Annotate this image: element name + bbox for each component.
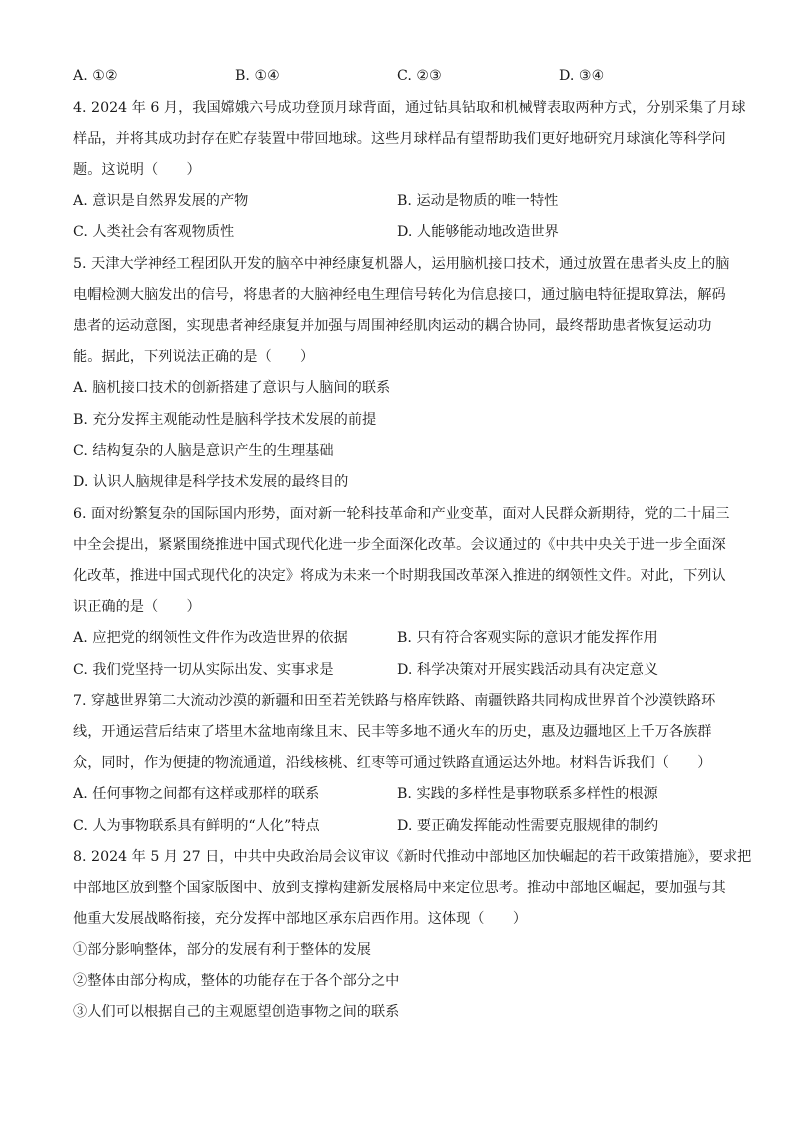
q3-options [73, 66, 721, 86]
q7-option-c: C. 人为事物联系具有鲜明的“人化”特点 [73, 818, 320, 834]
q5-stem-line-1: 5. 天津大学神经工程团队开发的脑卒中神经康复机器人，运用脑机接口技术，通过放置在患者头皮上的脑 [73, 256, 730, 272]
q6-option-a: A. 应把党的纲领性文件作为改造世界的依据 [73, 630, 348, 646]
q6-options-row-2 [73, 660, 721, 680]
q4-option-d: D. 人能够能动地改造世界 [397, 224, 559, 240]
q6-option-c: C. 我们党坚持一切从实际出发、实事求是 [73, 662, 334, 678]
q6-stem-line-2: 中全会提出，紧紧围绕推进中国式现代化进一步全面深化改革。会议通过的《中共中央关于进一步全面深 [73, 537, 726, 553]
q4-stem-line-2: 样品，并将其成功封存在贮存装置中带回地球。这些月球样品有望帮助我们更好地研究月球演化等科学问 [73, 131, 726, 147]
q4-options-row-2 [73, 222, 721, 242]
q3-option-a: A. ①② [73, 68, 118, 84]
q7-option-d: D. 要正确发挥能动性需要克服规律的制约 [397, 818, 659, 834]
q8-item-2: ②整体由部分构成，整体的功能存在于各个部分之中 [73, 973, 400, 989]
q5-option-b: B. 充分发挥主观能动性是脑科学技术发展的前提 [73, 412, 377, 428]
q4-option-b: B. 运动是物质的唯一特性 [397, 193, 559, 209]
q4-stem-line-1: 4. 2024 年 6 月，我国嫦娥六号成功登顶月球背面，通过钻具钻取和机械臂表取两种方式，分别采集了月球 [73, 100, 746, 116]
q6-options-row-1 [73, 628, 721, 648]
q8-item-1: ①部分影响整体，部分的发展有利于整体的发展 [73, 942, 371, 958]
q5-option-c: C. 结构复杂的人脑是意识产生的生理基础 [73, 443, 334, 459]
q7-option-b: B. 实践的多样性是事物联系多样性的根源 [397, 786, 658, 802]
q4-stem-line-3: 题。这说明（ ） [73, 162, 201, 178]
q6-option-b: B. 只有符合客观实际的意识才能发挥作用 [397, 630, 658, 646]
q5-stem-line-4: 能。据此，下列说法正确的是（ ） [73, 349, 315, 365]
q7-stem-line-2: 线，开通运营后结束了塔里木盆地南缘且末、民丰等多地不通火车的历史，惠及边疆地区上千万各族群 [73, 724, 712, 740]
q8-stem-line-1: 8. 2024 年 5 月 27 日，中共中央政治局会议审议《新时代推动中部地区加快崛起的若干政策措施》，要求把 [73, 849, 752, 865]
q3-option-c: C. ②③ [397, 68, 442, 84]
q6-option-d: D. 科学决策对开展实践活动具有决定意义 [397, 662, 659, 678]
q5-option-a: A. 脑机接口技术的创新搭建了意识与人脑间的联系 [73, 380, 391, 396]
q3-option-d: D. ③④ [559, 68, 605, 84]
q7-stem-line-3: 众，同时，作为便捷的物流通道，沿线核桃、红枣等可通过铁路直通运达外地。材料告诉我们（ ） [73, 755, 712, 771]
q7-options-row-1 [73, 784, 721, 804]
q7-option-a: A. 任何事物之间都有这样或那样的联系 [73, 786, 320, 802]
q6-stem-line-4: 识正确的是（ ） [73, 599, 201, 615]
q7-options-row-2 [73, 816, 721, 836]
q4-options-row-1 [73, 191, 721, 211]
q8-stem-line-2: 中部地区放到整个国家版图中、放到支撑构建新发展格局中来定位思考。推动中部地区崛起，要加强与其 [73, 880, 726, 896]
q8-stem-line-3: 他重大发展战略衔接，充分发挥中部地区承东启西作用。这体现（ ） [73, 911, 528, 927]
q4-option-c: C. 人类社会有客观物质性 [73, 224, 235, 240]
q6-stem-line-3: 化改革，推进中国式现代化的决定》将成为未来一个时期我国改革深入推进的纲领性文件。对此，下列认 [73, 568, 726, 584]
q5-option-d: D. 认识人脑规律是科学技术发展的最终目的 [73, 474, 349, 490]
q7-stem-line-1: 7. 穿越世界第二大流动沙漠的新疆和田至若羌铁路与格库铁路、南疆铁路共同构成世界首个沙漠铁路环 [73, 693, 716, 709]
q6-stem-line-1: 6. 面对纷繁复杂的国际国内形势，面对新一轮科技革命和产业变革，面对人民群众新期待，党的二十届三 [73, 506, 730, 522]
q5-stem-line-3: 患者的运动意图，实现患者神经康复并加强与周围神经肌肉运动的耦合协同，最终帮助患者恢复运动功 [73, 318, 712, 334]
q8-item-3: ③人们可以根据自己的主观愿望创造事物之间的联系 [73, 1004, 400, 1020]
q4-option-a: A. 意识是自然界发展的产物 [73, 193, 249, 209]
q3-option-b: B. ①④ [235, 68, 280, 84]
q5-stem-line-2: 电帽检测大脑发出的信号，将患者的大脑神经电生理信号转化为信息接口，通过脑电特征提取算法，解码 [73, 287, 726, 303]
